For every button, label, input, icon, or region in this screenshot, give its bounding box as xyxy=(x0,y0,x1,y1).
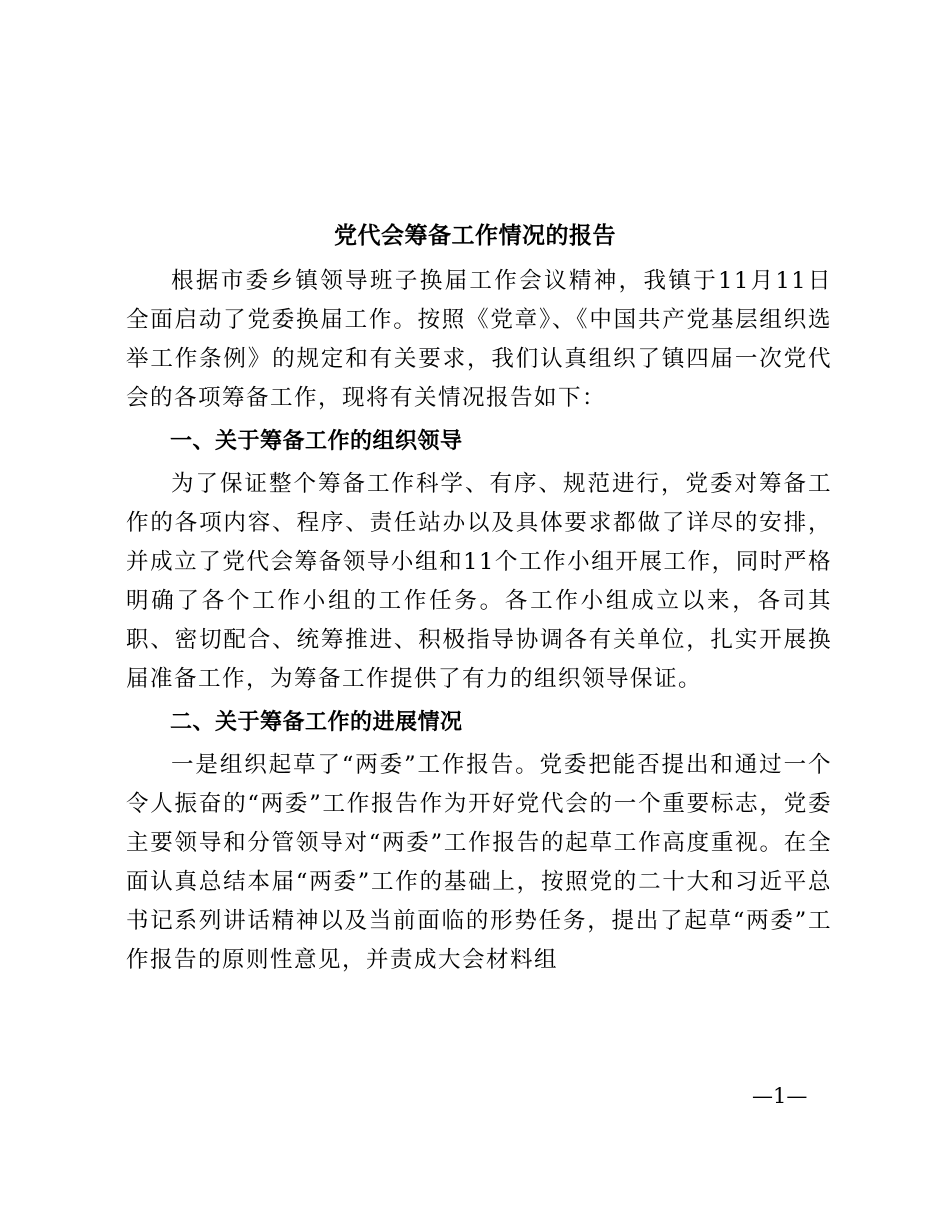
section-paragraph-progress: 一是组织起草了“两委”工作报告。党委把能否提出和通过一个令人振奋的“两委”工作报告作为开好党代会的一个重要标志，党委主要领导和分管领导对“两委”工作报告的起草工作高度重视。在全面认真总结本届“两委”工作的基础上，按照党的二十大和习近平总书记系列讲话精神以及当前面临的形势任务，提出了起草“两委”工作报告的原则性意见，并责成大会材料组 xyxy=(126,752,832,973)
document-body xyxy=(126,262,832,980)
section-heading-progress: 二、关于筹备工作的进展情况 xyxy=(170,710,463,735)
page-number: —1— xyxy=(752,1084,808,1108)
section-heading-organization: 一、关于筹备工作的组织领导 xyxy=(170,429,463,454)
section-paragraph-organization: 为了保证整个筹备工作科学、有序、规范进行，党委对筹备工作的各项内容、程序、责任站办以及具体要求都做了详尽的安排，并成立了党代会筹备领导小组和11个工作小组开展工作，同时严格明确了各个工作小组的工作任务。各工作小组成立以来，各司其职、密切配合、统筹推进、积极指导协调各有关单位，扎实开展换届准备工作，为筹备工作提供了有力的组织领导保证。 xyxy=(126,471,832,692)
intro-paragraph: 根据市委乡镇领导班子换届工作会议精神，我镇于11月11日全面启动了党委换届工作。按照《党章》、《中国共产党基层组织选举工作条例》的规定和有关要求，我们认真组织了镇四届一次党代会的各项筹备工作，现将有关情况报告如下： xyxy=(126,268,832,411)
document-title: 党代会筹备工作情况的报告 xyxy=(334,223,616,249)
